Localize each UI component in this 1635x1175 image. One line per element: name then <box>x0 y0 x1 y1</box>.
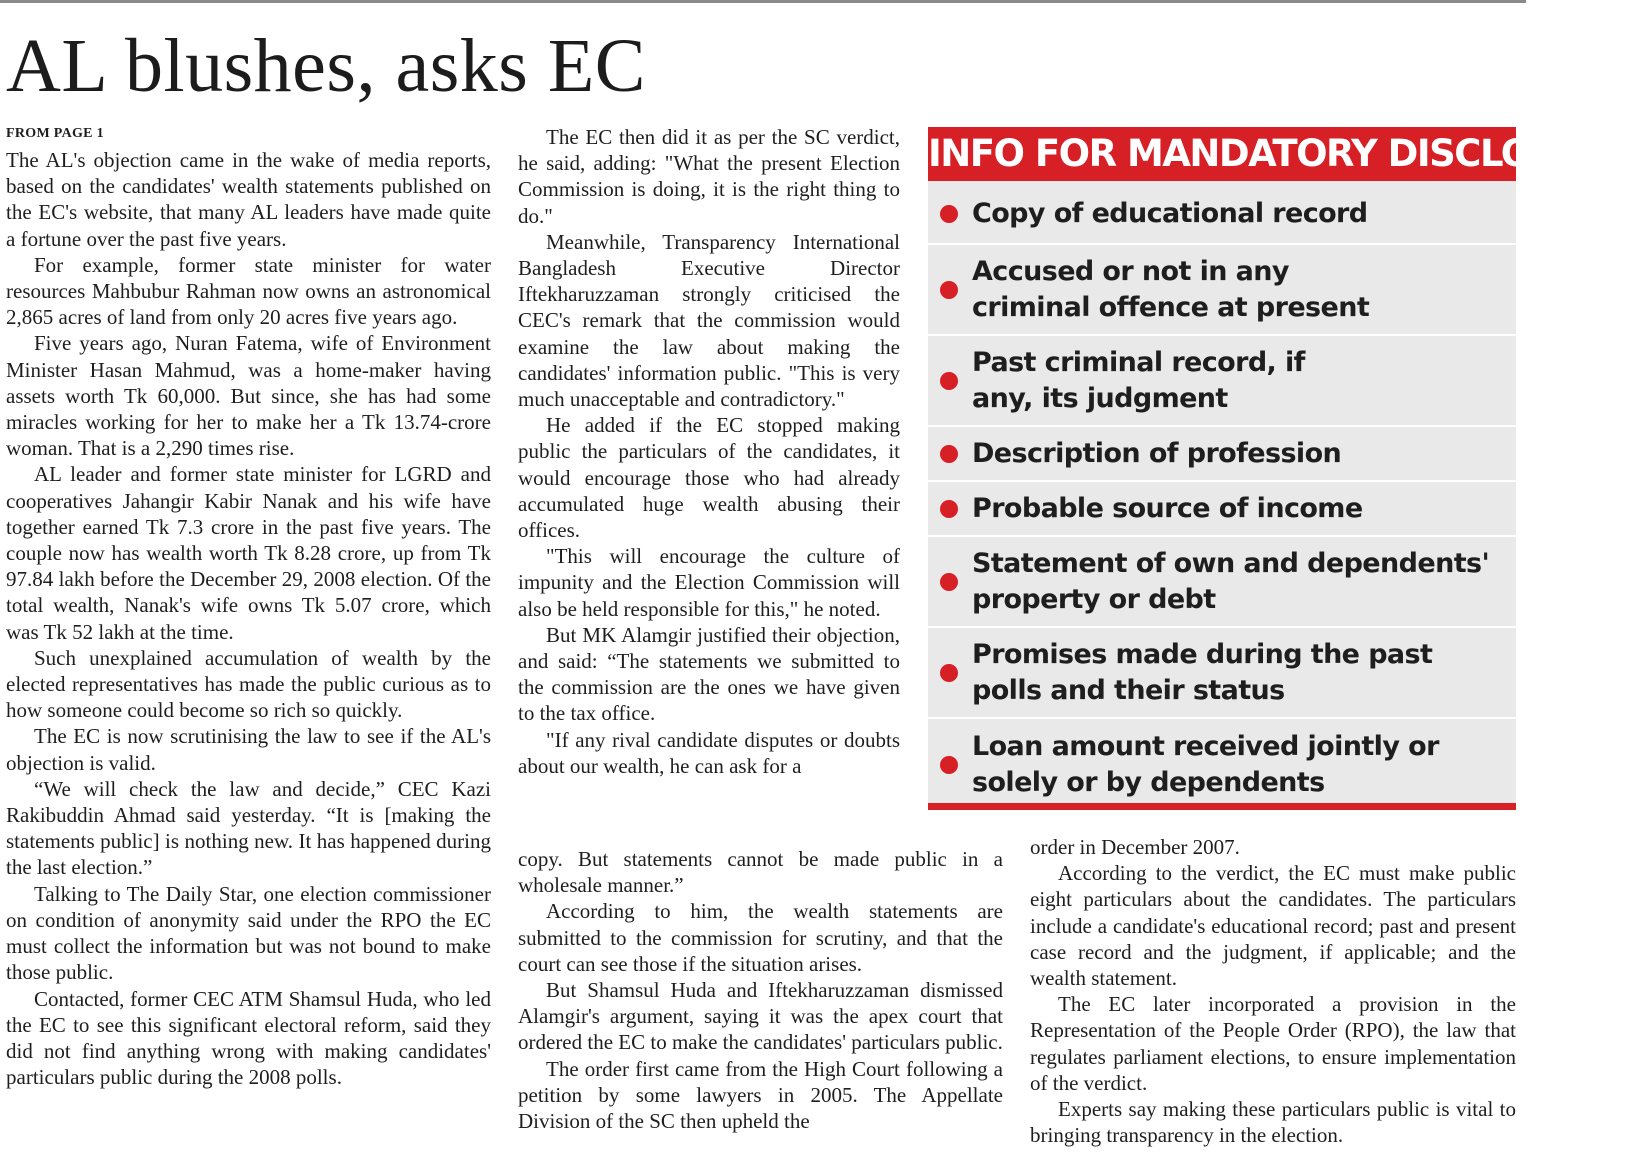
paragraph: The EC then did it as per the SC verdict, he said, adding: "What the present Election Commission is doing, it is the right thing to do." <box>518 125 900 228</box>
list-item <box>928 245 1516 336</box>
list-item <box>928 184 1516 245</box>
paragraph: order in December 2007. <box>1030 835 1240 859</box>
infobox-list <box>928 181 1516 810</box>
paragraph: The AL's objection came in the wake of media reports, based on the candidates' wealth statements published on the EC's website, that many AL leaders have made quite a fortune over the past five years. <box>6 148 491 251</box>
paragraph: But MK Alamgir justified their objection, and said: “The statements we submitted to the commission are the ones we have given to the tax office. <box>518 622 900 726</box>
paragraph: copy. But statements cannot be made public in a wholesale manner.” <box>518 847 1003 898</box>
paragraph: "If any rival candidate disputes or doubts about our wealth, he can ask for a <box>518 727 900 778</box>
paragraph: He added if the EC stopped making public the particulars of the candidates, it would encourage those who had already accumulated huge wealth abusing their offices. <box>518 413 900 543</box>
list-item-label: Promises made during the past polls and their status <box>972 638 1433 706</box>
article-column-1 <box>6 124 491 1090</box>
list-item <box>928 336 1516 427</box>
paragraph: Such unexplained accumulation of wealth by the elected representatives has made the public curious as to how someone could become so rich so quickly. <box>6 645 491 723</box>
paragraph: The EC is now scrutinising the law to see if the AL's objection is valid. <box>6 724 491 775</box>
list-item-label: Statement of own and dependents' property or debt <box>972 547 1490 615</box>
list-item <box>928 427 1516 482</box>
bullet-dot-icon <box>940 372 958 390</box>
bullet-dot-icon <box>940 445 958 463</box>
paragraph: Experts say making these particulars public is vital to bringing transparency in the election. <box>1030 1097 1516 1148</box>
article-column-2-top <box>518 124 900 779</box>
paragraph: The EC later incorporated a provision in the Representation of the People Order (RPO), the law that regulates parliament elections, to ensure implementation of the verdict. <box>1030 992 1516 1095</box>
paragraph: Talking to The Daily Star, one election commissioner on condition of anonymity said under the RPO the EC must collect the information but was not bound to make those public. <box>6 881 491 985</box>
paragraph: “We will check the law and decide,” CEC Kazi Rakibuddin Ahmad said yesterday. “It is [making the statements public] is nothing new. It has happened during the last election.” <box>6 776 491 880</box>
paragraph: Five years ago, Nuran Fatema, wife of Environment Minister Hasan Mahmud, was a home-maker having assets worth Tk 60,000. But since, she has had some miracles working for her to make her a Tk 13.74-crore woman. That is a 2,290 times rise. <box>6 331 491 461</box>
bullet-dot-icon <box>940 281 958 299</box>
bullet-dot-icon <box>940 205 958 223</box>
list-item-label: Description of profession <box>972 437 1342 469</box>
top-rule <box>0 0 1526 3</box>
list-item-label: Accused or not in any criminal offence at present <box>972 255 1370 323</box>
paragraph: "This will encourage the culture of impunity and the Election Commission will also be held responsible for this," he noted. <box>518 544 900 621</box>
list-item <box>928 628 1516 719</box>
paragraph: Contacted, former CEC ATM Shamsul Huda, who led the EC to see this significant electoral reform, said they did not find anything wrong with making candidates' particulars public during the 2008 polls. <box>6 986 491 1090</box>
paragraph: According to him, the wealth statements are submitted to the commission for scrutiny, and that the court can see those if the situation arises. <box>518 899 1003 976</box>
list-item <box>928 482 1516 537</box>
list-item-label: Loan amount received jointly or solely or by dependents <box>972 730 1439 798</box>
paragraph: AL leader and former state minister for LGRD and cooperatives Jahangir Kabir Nanak and his wife have together earned Tk 7.3 crore in the past five years. The couple now has wealth worth Tk 8.28 crore, up from Tk 97.84 lakh before the December 29, 2008 election. Of the total wealth, Nanak's wife owns Tk 5.07 crore, which was Tk 52 lakh at the time. <box>6 462 491 644</box>
infobox-bottom-rule <box>928 803 1516 810</box>
list-item <box>928 537 1516 628</box>
continuation-kicker: FROM PAGE 1 <box>6 126 104 141</box>
list-item-label: Probable source of income <box>972 492 1363 524</box>
headline: AL blushes, asks EC <box>6 24 646 108</box>
list-item-label: Copy of educational record <box>972 197 1368 229</box>
bullet-dot-icon <box>940 664 958 682</box>
paragraph: But Shamsul Huda and Iftekharuzzaman dismissed Alamgir's argument, saying it was the apex court that ordered the EC to make the candidates' particulars public. <box>518 978 1003 1055</box>
paragraph: For example, former state minister for water resources Mahbubur Rahman now owns an astronomical 2,865 acres of land from only 20 acres five years ago. <box>6 252 491 330</box>
article-column-3 <box>1030 834 1516 1148</box>
disclosure-infobox <box>928 127 1635 810</box>
list-item <box>928 719 1516 810</box>
article-column-2-bottom <box>518 846 1003 1134</box>
bullet-dot-icon <box>940 756 958 774</box>
bullet-dot-icon <box>940 573 958 591</box>
bullet-dot-icon <box>940 500 958 518</box>
list-item-label: Past criminal record, if any, its judgment <box>972 346 1305 414</box>
paragraph: The order first came from the High Court following a petition by some lawyers in 2005. The Appellate Division of the SC then upheld the <box>518 1056 1003 1134</box>
paragraph: Meanwhile, Transparency International Bangladesh Executive Director Iftekharuzzaman strongly criticised the CEC's remark that the commission would examine the law about making the candidates' information public. "This is very much unacceptable and contradictory." <box>518 229 900 412</box>
paragraph: According to the verdict, the EC must make public eight particulars about the candidates. The particulars include a candidate's educational record; past and present case record and the judgment, if applicable; and the wealth statement. <box>1030 861 1516 991</box>
infobox-title: INFO FOR MANDATORY DISCLOSURE <box>928 127 1516 181</box>
